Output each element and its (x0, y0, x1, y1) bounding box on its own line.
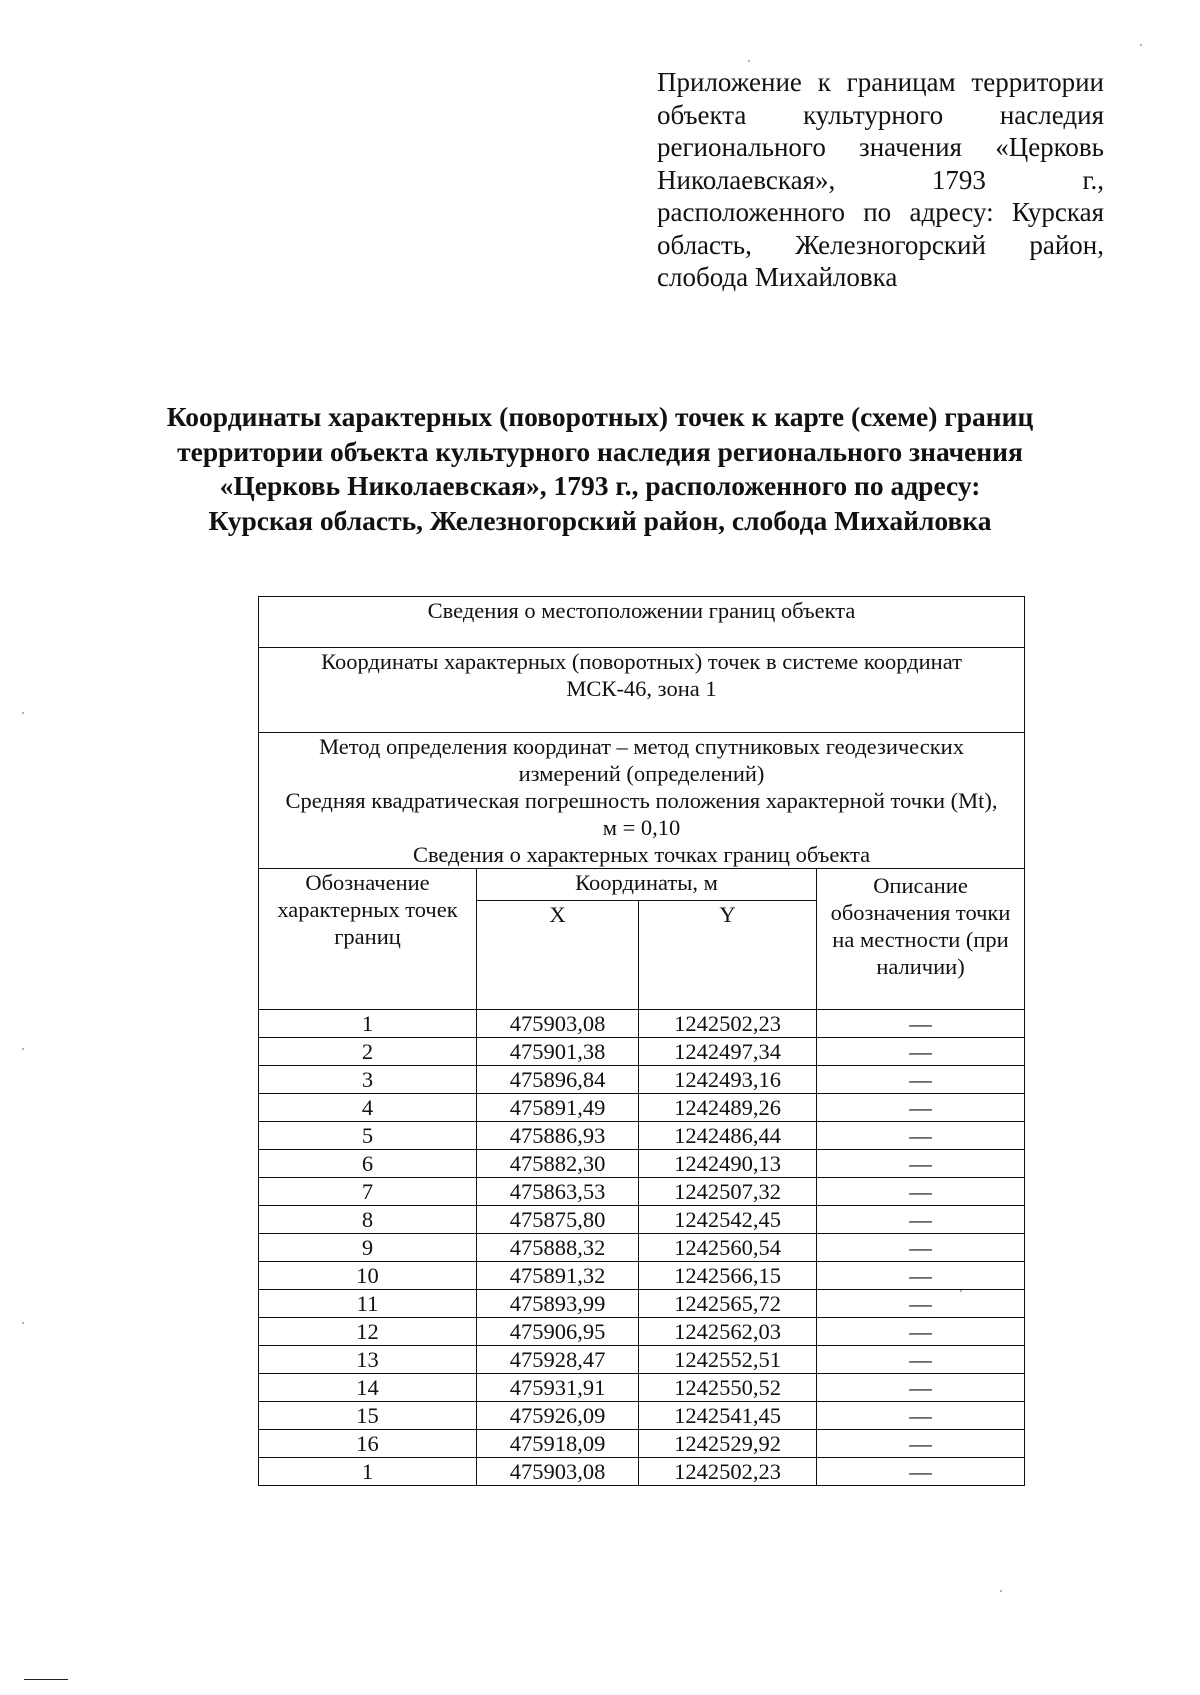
table-row (259, 1010, 1025, 1038)
point-number-cell: 16 (259, 1430, 477, 1458)
method-text: Метод определения координат – метод спутниковых геодезических измерений (определений) (319, 734, 964, 786)
point-number-cell: 1 (259, 1458, 477, 1486)
x-coordinate-cell: 475863,53 (477, 1178, 639, 1206)
y-coordinate-cell: 1242502,23 (639, 1458, 817, 1486)
description-cell: — (817, 1318, 1025, 1346)
point-number-cell: 12 (259, 1318, 477, 1346)
point-number-cell: 1 (259, 1010, 477, 1038)
document-title (150, 400, 1050, 538)
description-cell: — (817, 1066, 1025, 1094)
coordinates-table (258, 596, 1025, 1486)
y-coordinate-cell: 1242507,32 (639, 1178, 817, 1206)
points-info-text: Сведения о характерных точках границ объекта (412, 842, 871, 867)
point-number-cell: 6 (259, 1150, 477, 1178)
point-number-cell: 5 (259, 1122, 477, 1150)
section-location-header: Сведения о местоположении границ объекта (259, 597, 1025, 648)
description-cell: — (817, 1430, 1025, 1458)
col-x-header: X (477, 901, 639, 1010)
col-y-header: Y (639, 901, 817, 1010)
point-number-cell: 9 (259, 1234, 477, 1262)
scan-speck (22, 1048, 24, 1050)
y-coordinate-cell: 1242550,52 (639, 1374, 817, 1402)
description-cell: — (817, 1374, 1025, 1402)
description-cell: — (817, 1038, 1025, 1066)
y-coordinate-cell: 1242565,72 (639, 1290, 817, 1318)
title-line: «Церковь Николаевская», 1793 г., расположенного по адресу: (219, 470, 981, 501)
y-coordinate-cell: 1242493,16 (639, 1066, 817, 1094)
description-cell: — (817, 1206, 1025, 1234)
table-row (259, 1346, 1025, 1374)
footer-rule (24, 1679, 68, 1680)
col-description-header: Описание обозначения точки на местности (при наличии) (817, 869, 1025, 1010)
table-row (259, 1038, 1025, 1066)
description-cell: — (817, 1262, 1025, 1290)
y-coordinate-cell: 1242529,92 (639, 1430, 817, 1458)
table-row (259, 1178, 1025, 1206)
scan-speck (960, 1290, 962, 1292)
point-number-cell: 14 (259, 1374, 477, 1402)
y-coordinate-cell: 1242497,34 (639, 1038, 817, 1066)
point-number-cell: 10 (259, 1262, 477, 1290)
appendix-note: Приложение к границам территории объекта культурного наследия регионального значения «Церковь Николаевская», 1793 г., расположенного по адресу: Курская область, Железногорский район, слобода Михайловка (657, 67, 1104, 292)
col-designation-header: Обозначение характерных точек границ (259, 869, 477, 1010)
table-row (259, 1262, 1025, 1290)
table-row (259, 1122, 1025, 1150)
point-number-cell: 15 (259, 1402, 477, 1430)
x-coordinate-cell: 475891,32 (477, 1262, 639, 1290)
y-coordinate-cell: 1242552,51 (639, 1346, 817, 1374)
scan-speck (22, 712, 24, 714)
x-coordinate-cell: 475928,47 (477, 1346, 639, 1374)
table-row (259, 1066, 1025, 1094)
section-coordinate-system: Координаты характерных (поворотных) точек в системе координат МСК-46, зона 1 (259, 648, 1025, 733)
title-line: Координаты характерных (поворотных) точек к карте (схеме) границ (166, 401, 1034, 432)
y-coordinate-cell: 1242541,45 (639, 1402, 817, 1430)
table-row (259, 1430, 1025, 1458)
title-line: Курская область, Железногорский район, слобода Михайловка (208, 504, 992, 536)
x-coordinate-cell: 475875,80 (477, 1206, 639, 1234)
y-coordinate-cell: 1242490,13 (639, 1150, 817, 1178)
x-coordinate-cell: 475918,09 (477, 1430, 639, 1458)
x-coordinate-cell: 475896,84 (477, 1066, 639, 1094)
description-cell: — (817, 1234, 1025, 1262)
point-number-cell: 4 (259, 1094, 477, 1122)
description-cell: — (817, 1122, 1025, 1150)
table-row (259, 1402, 1025, 1430)
x-coordinate-cell: 475901,38 (477, 1038, 639, 1066)
table-row (259, 1374, 1025, 1402)
y-coordinate-cell: 1242486,44 (639, 1122, 817, 1150)
x-coordinate-cell: 475882,30 (477, 1150, 639, 1178)
table-row (259, 1318, 1025, 1346)
description-cell: — (817, 1458, 1025, 1486)
x-coordinate-cell: 475926,09 (477, 1402, 639, 1430)
x-coordinate-cell: 475931,91 (477, 1374, 639, 1402)
y-coordinate-cell: 1242562,03 (639, 1318, 817, 1346)
y-coordinate-cell: 1242489,26 (639, 1094, 817, 1122)
title-line: территории объекта культурного наследия регионального значения (177, 435, 1023, 467)
description-cell: — (817, 1150, 1025, 1178)
point-number-cell: 11 (259, 1290, 477, 1318)
description-cell: — (817, 1010, 1025, 1038)
description-cell: — (817, 1094, 1025, 1122)
x-coordinate-cell: 475893,99 (477, 1290, 639, 1318)
scan-speck (1140, 44, 1142, 46)
x-coordinate-cell: 475888,32 (477, 1234, 639, 1262)
description-cell: — (817, 1346, 1025, 1374)
point-number-cell: 8 (259, 1206, 477, 1234)
point-number-cell: 3 (259, 1066, 477, 1094)
table-row (259, 1234, 1025, 1262)
x-coordinate-cell: 475906,95 (477, 1318, 639, 1346)
section-method (259, 733, 1025, 869)
x-coordinate-cell: 475891,49 (477, 1094, 639, 1122)
table-row (259, 1094, 1025, 1122)
y-coordinate-cell: 1242560,54 (639, 1234, 817, 1262)
y-coordinate-cell: 1242566,15 (639, 1262, 817, 1290)
table-row (259, 1458, 1025, 1486)
col-coords-header: Координаты, м (477, 869, 817, 901)
x-coordinate-cell: 475903,08 (477, 1010, 639, 1038)
y-coordinate-cell: 1242542,45 (639, 1206, 817, 1234)
table-row (259, 1206, 1025, 1234)
scan-speck (1000, 1590, 1002, 1592)
x-coordinate-cell: 475903,08 (477, 1458, 639, 1486)
description-cell: — (817, 1402, 1025, 1430)
scan-speck (748, 60, 750, 62)
point-number-cell: 13 (259, 1346, 477, 1374)
description-cell: — (817, 1290, 1025, 1318)
scan-speck (22, 1322, 24, 1324)
table-row (259, 1150, 1025, 1178)
point-number-cell: 7 (259, 1178, 477, 1206)
table-row (259, 1290, 1025, 1318)
description-cell: — (817, 1178, 1025, 1206)
accuracy-text: Средняя квадратическая погрешность положения характерной точки (Mt), м = 0,10 (285, 788, 998, 840)
point-number-cell: 2 (259, 1038, 477, 1066)
y-coordinate-cell: 1242502,23 (639, 1010, 817, 1038)
x-coordinate-cell: 475886,93 (477, 1122, 639, 1150)
